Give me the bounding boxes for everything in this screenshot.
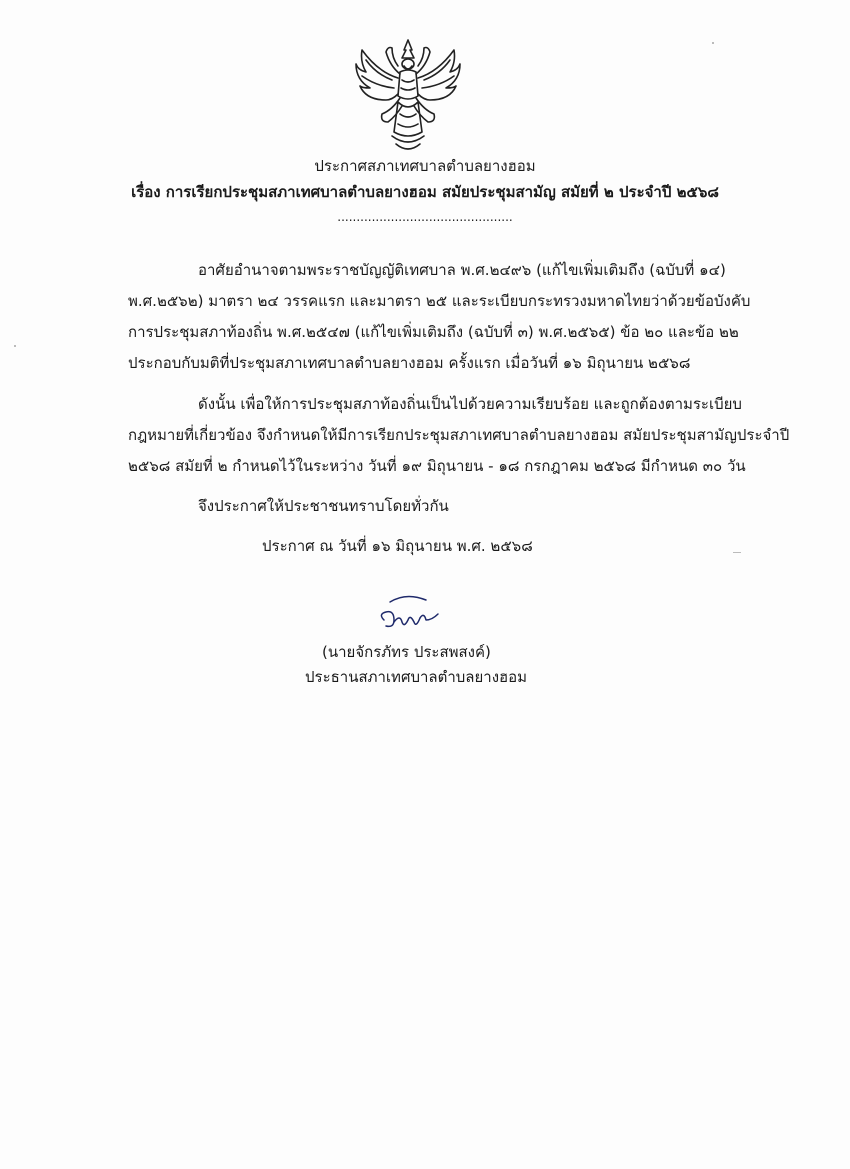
signer-name: (นายจักรภัทร ประสพสงค์) bbox=[322, 643, 491, 661]
paragraph-2-line: กฎหมายที่เกี่ยวข้อง จึงกำหนดให้มีการเรียกประชุมสภาเทศบาลตำบลยางฮอม สมัยประชุมสามัญประจำปี bbox=[128, 426, 790, 444]
paragraph-1-line: การประชุมสภาท้องถิ่น พ.ศ.๒๕๔๗ (แก้ไขเพิ่มเติมถึง (ฉบับที่ ๓) พ.ศ.๒๕๖๕) ข้อ ๒๐ และข้อ ๒๒ bbox=[128, 323, 739, 341]
signer-position: ประธานสภาเทศบาลตำบลยางฮอม bbox=[305, 668, 528, 686]
announcement-title: ประกาศสภาเทศบาลตำบลยางฮอม bbox=[314, 157, 536, 175]
paragraph-1-line: พ.ศ.๒๕๖๒) มาตรา ๒๔ วรรคแรก และมาตรา ๒๕ และระเบียบกระทรวงมหาดไทยว่าด้วยข้อบังคับ bbox=[128, 292, 751, 310]
paragraph-1-line: ประกอบกับมติที่ประชุมสภาเทศบาลตำบลยางฮอม ครั้งแรก เมื่อวันที่ ๑๖ มิถุนายน ๒๕๖๘ bbox=[128, 354, 691, 372]
garuda-emblem-icon bbox=[352, 36, 464, 156]
paragraph-2-line: ๒๕๖๘ สมัยที่ ๒ กำหนดไว้ในระหว่าง วันที่ ๑๙ มิถุนายน - ๑๘ กรกฎาคม ๒๕๖๘ มีกำหนด ๓๐ วัน bbox=[128, 457, 746, 475]
paragraph-2-line: ดังนั้น เพื่อให้การประชุมสภาท้องถิ่นเป็นไปด้วยความเรียบร้อย และถูกต้องตามระเบียบ bbox=[198, 395, 742, 413]
scan-speck bbox=[712, 42, 714, 44]
public-notice: จึงประกาศให้ประชาชนทราบโดยทั่วกัน bbox=[198, 497, 449, 515]
subject-line: เรื่อง การเรียกประชุมสภาเทศบาลตำบลยางฮอม สมัยประชุมสามัญ สมัยที่ ๒ ประจำปี ๒๕๖๘ bbox=[131, 183, 719, 201]
scan-speck bbox=[733, 552, 741, 553]
announcement-date: ประกาศ ณ วันที่ ๑๖ มิถุนายน พ.ศ. ๒๕๖๘ bbox=[262, 537, 533, 555]
handwritten-signature-icon bbox=[372, 590, 442, 640]
divider-dots: .............................................. bbox=[337, 210, 513, 224]
paragraph-1-line: อาศัยอำนาจตามพระราชบัญญัติเทศบาล พ.ศ.๒๔๙๖ (แก้ไขเพิ่มเติมถึง (ฉบับที่ ๑๔) bbox=[198, 261, 726, 279]
scan-speck bbox=[14, 345, 16, 347]
